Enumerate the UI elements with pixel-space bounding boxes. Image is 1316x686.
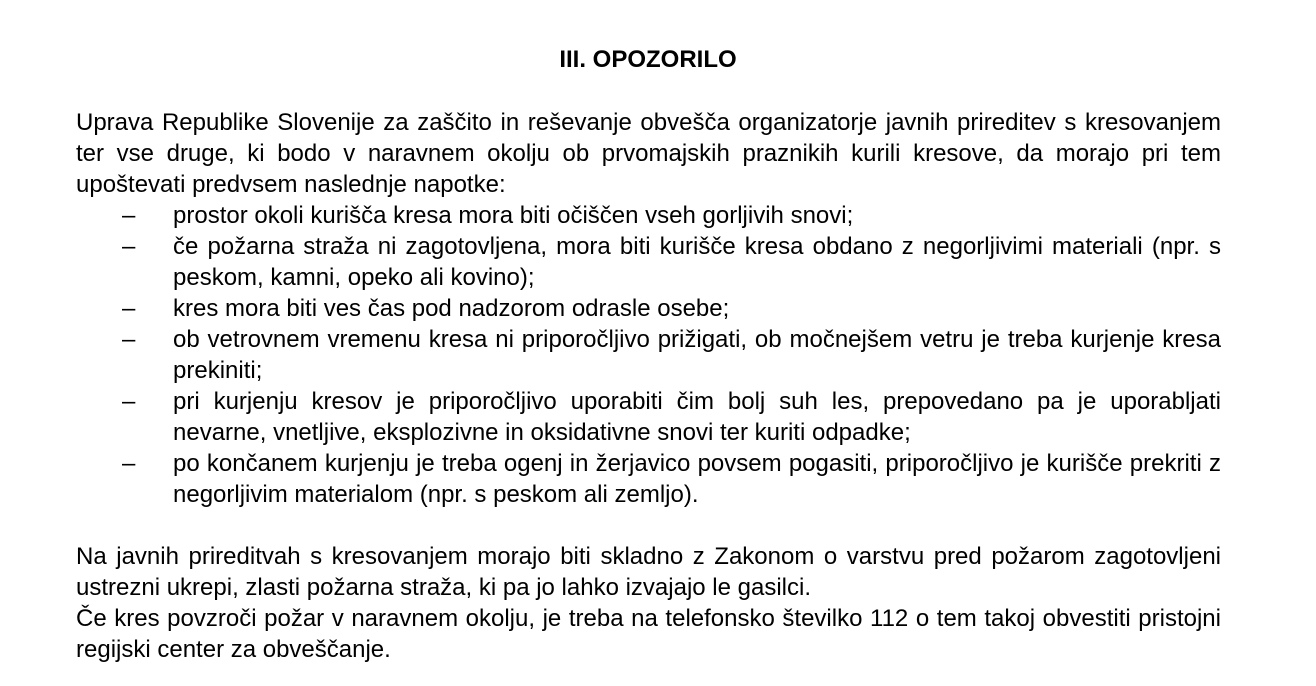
list-item-text: ob vetrovnem vremenu kresa ni priporočljivo prižigati, ob močnejšem vetru je treba kurjenje kresa prekiniti; [173,326,1221,384]
document-body [76,107,1221,665]
bullet-dash: – [122,202,136,229]
list-item [76,293,1221,324]
list-item-text: po končanem kurjenju je treba ogenj in žerjavico povsem pogasiti, priporočljivo je kurišče prekriti z negorljivim materialom (npr. s peskom ali zemljo). [173,450,1221,508]
instructions-list [76,200,1221,510]
bullet-dash: – [122,326,136,353]
emergency-call-paragraph: Če kres povzroči požar v naravnem okolju, je treba na telefonsko številko 112 o tem takoj obvestiti pristojni regijski center za obveščanje. [76,605,1221,663]
page-title: III. OPOZORILO [559,46,737,73]
list-item [76,386,1221,448]
intro-paragraph: Uprava Republike Slovenije za zaščito in reševanje obvešča organizatorje javnih prireditev s kresovanjem ter vse druge, ki bodo v naravnem okolju ob prvomajskih praznikih kurili kresove, da morajo pri tem upoštevati predvsem naslednje napotke: [76,109,1221,198]
list-item [76,200,1221,231]
list-item [76,324,1221,386]
list-item-text: pri kurjenju kresov je priporočljivo uporabiti čim bolj suh les, prepovedano pa je uporabljati nevarne, vnetljive, eksplozivne in oksidativne snovi ter kuriti odpadke; [173,388,1221,446]
bullet-dash: – [122,388,136,415]
list-item [76,448,1221,510]
list-item-text: prostor okoli kurišča kresa mora biti očiščen vseh gorljivih snovi; [173,202,854,229]
paragraph-spacer [76,510,1221,541]
list-item [76,231,1221,293]
list-item-text: kres mora biti ves čas pod nadzorom odrasle osebe; [173,295,730,322]
list-item-text: če požarna straža ni zagotovljena, mora biti kurišče kresa obdano z negorljivimi materiali (npr. s peskom, kamni, opeko ali kovino); [173,233,1221,291]
bullet-dash: – [122,450,136,477]
bullet-dash: – [122,233,136,260]
bullet-dash: – [122,295,136,322]
fire-brigade-paragraph: Na javnih prireditvah s kresovanjem morajo biti skladno z Zakonom o varstvu pred požarom zagotovljeni ustrezni ukrepi, zlasti požarna straža, ki pa jo lahko izvajajo le gasilci. [76,543,1221,601]
